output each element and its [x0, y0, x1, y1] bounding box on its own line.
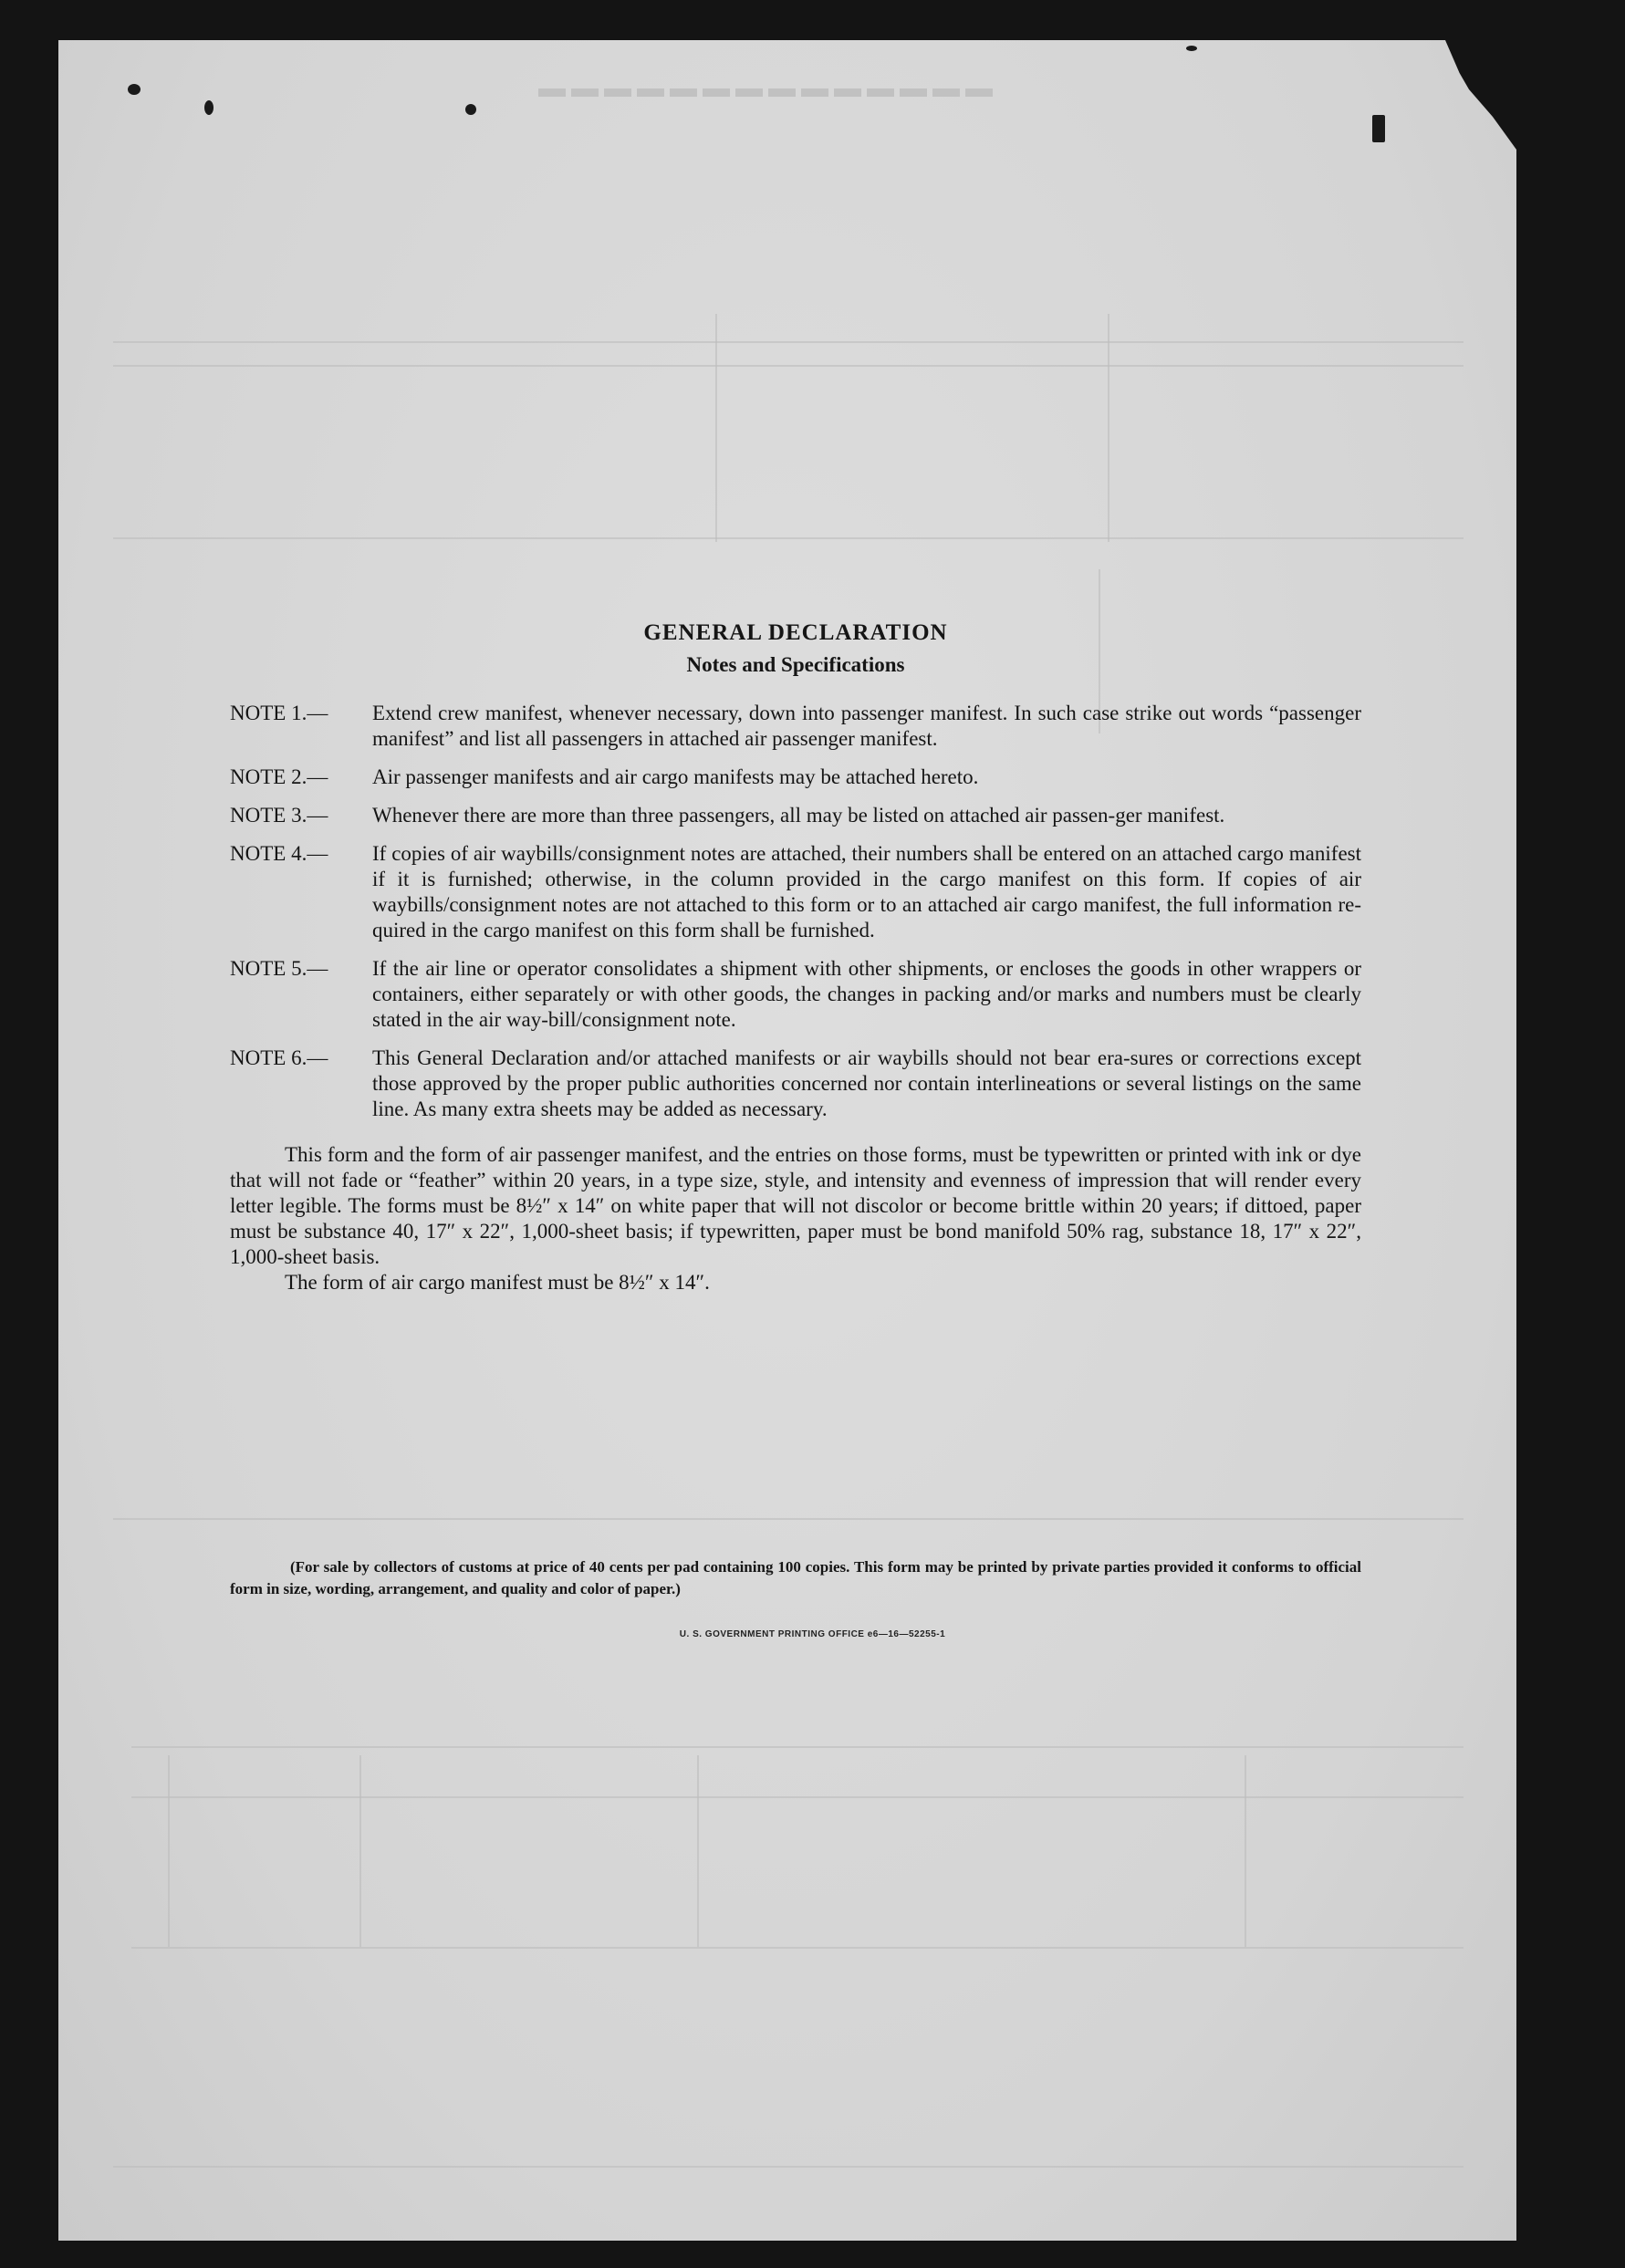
- bleed-through-rule: [697, 1755, 699, 1947]
- bleed-through-rule: [113, 341, 1464, 343]
- note-label: NOTE 6.—: [230, 1046, 328, 1069]
- bleed-through-rule: [1108, 314, 1109, 542]
- ink-speck: [1186, 46, 1197, 51]
- ink-speck: [204, 100, 214, 115]
- bleed-through-rule: [131, 1796, 1464, 1798]
- bleed-through-rule: [113, 1518, 1464, 1520]
- bleed-through-rule: [131, 1746, 1464, 1748]
- bleed-through-rule: [113, 365, 1464, 367]
- note-text: If the air line or operator consolidates a shipment with other shipments, or encloses the goods in other wrappers or containers, either separately or with other goods, the changes in packing and/or marks and numbers must be clearly stated in the air way-bill/consignment note.: [372, 957, 1361, 1031]
- note-text: Whenever there are more than three passengers, all may be listed on attached air passen-ger manifest.: [372, 804, 1225, 827]
- note-text: Extend crew manifest, whenever necessary, down into passenger manifest. In such case strike out words “passenger manifest” and list all passengers in attached air passenger manifest.: [372, 702, 1361, 750]
- torn-corner: [1398, 40, 1516, 150]
- cargo-manifest-size-line: The form of air cargo manifest must be 8½″ x 14″.: [285, 1271, 710, 1294]
- notes-section: [230, 620, 1361, 1295]
- bleed-through-rule: [359, 1755, 361, 1947]
- note-label: NOTE 1.—: [230, 702, 328, 724]
- bleed-through-rule: [715, 314, 717, 542]
- note-label: NOTE 3.—: [230, 804, 328, 827]
- printer-imprint: U. S. GOVERNMENT PRINTING OFFICE e6—16—52255-1: [679, 1629, 946, 1639]
- ink-speck: [465, 104, 476, 115]
- note-text: If copies of air waybills/consignment notes are attached, their numbers shall be entered on an attached cargo manifest if it is furnished; otherwise, in the column provided in the cargo manifest on this form. If copies of air waybills/consignment notes are not attached to this form or to an attached air cargo manifest, the full information re-quired in the cargo manifest on this form shall be furnished.: [372, 842, 1361, 942]
- note-label: NOTE 2.—: [230, 765, 328, 788]
- note-2: [230, 765, 1361, 790]
- note-text: Air passenger manifests and air cargo manifests may be attached hereto.: [372, 765, 979, 788]
- note-6: [230, 1046, 1361, 1122]
- bleed-through-rule: [1245, 1755, 1246, 1947]
- bleed-through-rule: [168, 1755, 170, 1947]
- note-5: [230, 956, 1361, 1033]
- note-label: NOTE 4.—: [230, 842, 328, 865]
- document-title: GENERAL DECLARATION: [643, 620, 948, 645]
- bleed-through-heading: ▬▬▬▬▬▬▬▬▬▬▬▬▬▬: [533, 73, 993, 103]
- sale-notice: (For sale by collectors of customs at price of 40 cents per pad containing 100 copies. This form may be printed by private parties provided it conforms to official form in size, wording, arrangement, and quality and color of paper.): [230, 1558, 1361, 1597]
- bleed-through-rule: [131, 1947, 1464, 1949]
- note-label: NOTE 5.—: [230, 957, 328, 980]
- document-subtitle: Notes and Specifications: [686, 653, 905, 676]
- note-4: [230, 841, 1361, 943]
- note-1: [230, 701, 1361, 752]
- note-3: [230, 803, 1361, 828]
- ink-speck: [128, 84, 141, 95]
- ink-speck: [1372, 115, 1385, 142]
- note-text: This General Declaration and/or attached manifests or air waybills should not bear era-sures or corrections except those approved by the proper public authorities concerned nor contain interlineations or several listings on the same line. As many extra sheets may be added as necessary.: [372, 1046, 1361, 1120]
- bleed-through-rule: [113, 537, 1464, 539]
- bleed-through-rule: [113, 2166, 1464, 2168]
- specification-paragraph: This form and the form of air passenger manifest, and the entries on those forms, must be typewritten or printed with ink or dye that will not fade or “feather” within 20 years, in a type size, style, and intensity and evenness of impression that will render every letter legible. The forms must be 8½″ x 14″ on white paper that will not discolor or become brittle within 20 years; if dittoed, paper must be substance 40, 17″ x 22″, 1,000-sheet basis; if typewritten, paper must be bond manifold 50% rag, substance 18, 17″ x 22″, 1,000-sheet basis.: [230, 1143, 1361, 1268]
